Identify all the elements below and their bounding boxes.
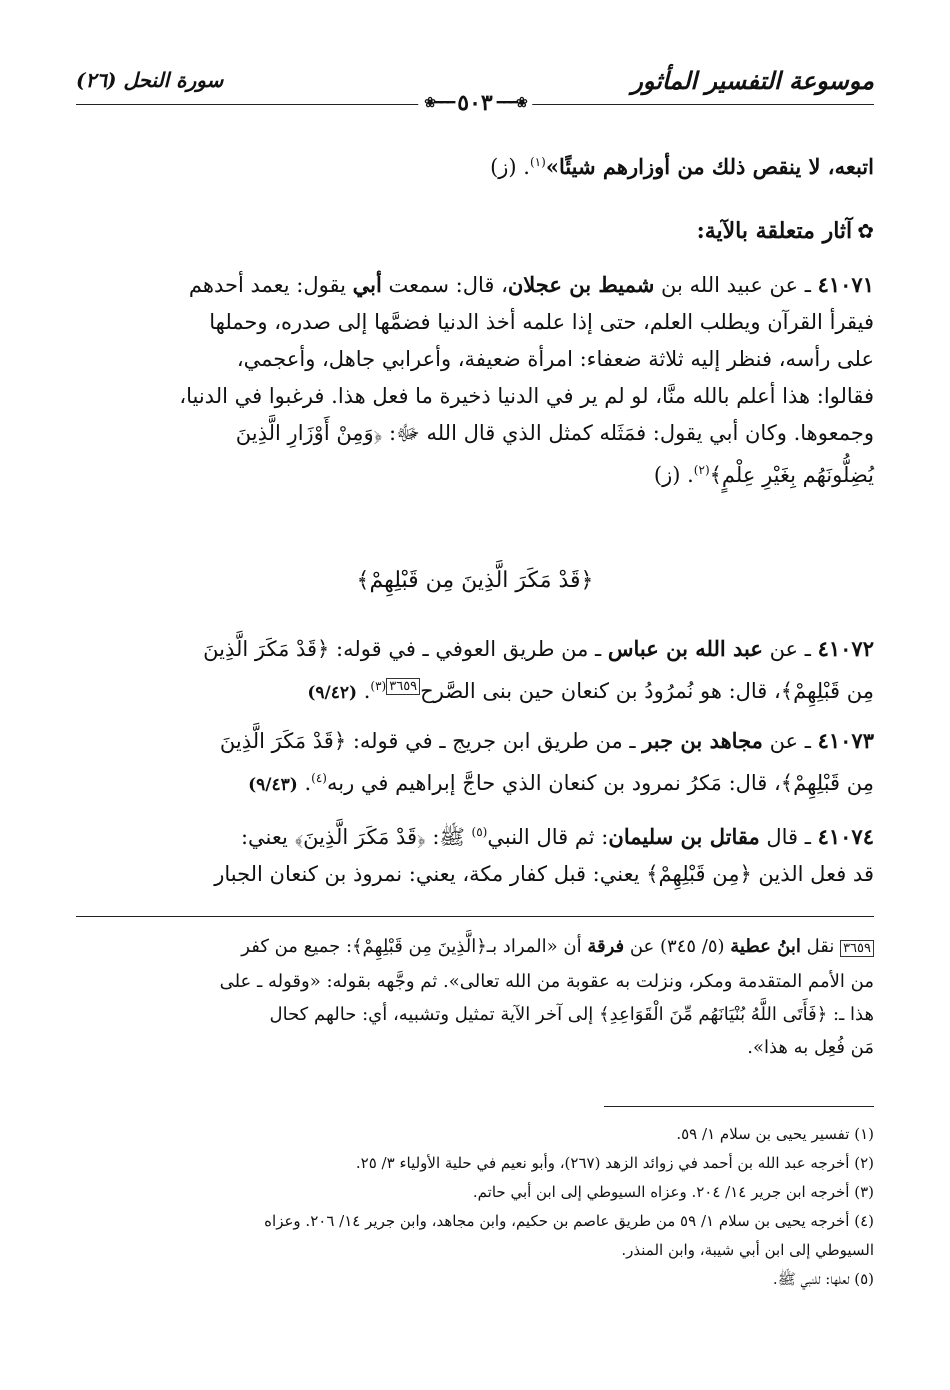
commentary-block [76,930,874,1064]
athar-text: . [357,679,371,703]
book-title: موسوعة التفسير المأثور [631,66,874,95]
commentary-rule [76,916,874,917]
footnotes [76,1120,874,1294]
athar-41074 [76,814,874,893]
athar-41071 [76,266,874,494]
athar-text: ـ من طريق العوفي ـ في قوله: ﴿قَدْ مَكَرَ الَّذِينَ [203,637,608,661]
verse-heading: ﴿قَدْ مَكَرَ الَّذِينَ مِن قَبْلِهِمْ﴾ [356,568,594,593]
scholar-name: فرقة [587,936,625,957]
commentary-text: أن «المراد بـ﴿الَّذِينَ مِن قَبْلِهِمْ﴾: جميع من كفر [241,936,588,957]
athar-text: مِن قَبْلِهِمْ﴾، قال: مَكرُ نمرود بن كنعان الذي حاجَّ إبراهيم في ربه [326,771,874,795]
surah-label: سورة النحل (٢٦) [76,68,224,92]
commentary-number-box: ٣٦٥٩ [840,940,874,957]
commentary-line: مَن فُعِل به هذا». [747,1037,874,1058]
continuation-line [76,144,874,186]
verse-quote: يُضِلُّونَهُم بِغَيْرِ عِلْمٍ﴾ [709,463,874,487]
source-mark: . (ز) [653,463,694,487]
ornament-icon: ━━━❀ [424,95,454,111]
footnote-5: (٥) لعلها: للنبي ﷺ. [772,1270,874,1288]
section-title: آثار متعلقة بالآية: [696,218,853,244]
athar-text: ـ عن [762,637,818,661]
footnote-marker: (٤) [311,771,327,785]
narrator-name: مقاتل بن سليمان [608,824,760,849]
narrator-name: شميط بن عجلان [507,272,655,297]
athar-text: : ثم قال النبي [487,825,609,849]
section-heading [76,218,874,244]
athar-text: ﷺ: ﴿قَدْ مَكَرَ الَّذِينَ﴾ يعني: [240,825,472,849]
athar-number: ٤١٠٧٢ [817,636,874,661]
athar-number: ٤١٠٧٣ [817,728,874,753]
athar-41073 [76,722,874,804]
athar-text-line: على رأسه، فنظر إليه ثلاثة ضعفاء: امرأة ضعيفة، وأعرابي جاهل، وأعجمي، [236,347,874,371]
commentary-line: هذا ـ: ﴿فَأَتَى اللَّهُ بُنْيَانَهُم مِّنَ الْقَوَاعِدِ﴾ إلى آخر الآية تمثيل وتشبيه، أي: حالهم كحال [269,1004,874,1025]
footnote-marker: (٥) [471,825,488,839]
footnote-marker: (١) [529,155,546,169]
athar-number: ٤١٠٧٤ [817,824,874,849]
athar-text-line: فقالوا: هذا أعلم بالله منَّا، لو لم ير في الدنيا ذخيرة ما فعل هذا. فرغبوا في الدنيا، [179,384,874,408]
athar-text-line: وجمعوها. وكان أبي يقول: فمَثَله كمثل الذي قال الله ﷻ: ﴿وَمِنْ أَوْزَارِ الَّذِينَ [235,421,874,445]
footnote-marker: (٢) [693,463,710,477]
athar-text: مِن قَبْلِهِمْ﴾، قال: هو نُمرُودُ بن كنعان حين بنى الصَّرح [420,679,874,703]
continuation-text: اتبعه، لا ينقص ذلك من أوزارهم شيئًا» [545,154,874,179]
footnote-marker: (٣) [370,679,387,693]
ornament-icon: ❀━━━ [496,95,526,111]
footnote-rule [604,1106,874,1107]
athar-text: ، قال: سمعت [381,273,508,297]
footnote-3: (٣) أخرجه ابن جرير ١٤/ ٢٠٤. وعزاه السيوطي إلى ابن أبي حاتم. [472,1183,874,1201]
athar-text: يقول: يعمد أحدهم [188,273,353,297]
athar-text: . [297,771,312,795]
scholar-name: ابنُ عطية [730,936,801,957]
page-header [76,62,874,118]
flower-icon: ✿ [857,219,874,243]
athar-text: ـ من طريق ابن جريج ـ في قوله: ﴿قَدْ مَكَرَ الَّذِينَ [219,729,643,753]
narrator-name: أبي [352,272,382,297]
page-number-ornament [418,90,532,116]
athar-text: ـ عن عبيد الله بن [654,273,818,297]
source-mark: . (ز) [490,155,530,179]
footnote-4-cont: السيوطي إلى ابن أبي شيبة، وابن المنذر. [621,1241,874,1259]
athar-text-line: قد فعل الذين ﴿مِن قَبْلِهِمْ﴾ يعني: قبل كفار مكة، يعني: نمروذ بن كنعان الجبار [214,862,874,886]
athar-text: ـ قال [759,825,818,849]
commentary-ref-box: ٣٦٥٩ [386,678,420,695]
athar-text-line: فيقرأ القرآن ويطلب العلم، حتى إذا علمه أخذ الدنيا فضمَّها إلى صدره، وحملها [209,310,874,334]
athar-text: ـ عن [762,729,818,753]
athar-41072 [76,630,874,712]
volume-ref: (٩/٤٢) [307,683,358,703]
athar-number: ٤١٠٧١ [817,272,874,297]
footnote-1: (١) تفسير يحيى بن سلام ١/ ٥٩. [676,1125,874,1143]
footnote-4: (٤) أخرجه يحيى بن سلام ١/ ٥٩ من طريق عاصم بن حكيم، وابن مجاهد، وابن جرير ١٤/ ٢٠٦. وعزاه [264,1212,874,1230]
narrator-name: عبد الله بن عباس [607,636,763,661]
page-number: ٥٠٣ [457,90,493,116]
commentary-text: (٥/ ٣٤٥) عن [624,936,731,957]
narrator-name: مجاهد بن جبر [642,728,763,753]
commentary-text: نقل [800,936,841,957]
commentary-line: من الأمم المتقدمة ومكر، ونزلت به عقوبة من الله تعالى». ثم وجَّهه بقوله: «وقوله ـ على [219,971,874,992]
footnote-2: (٢) أخرجه عبد الله بن أحمد في زوائد الزهد (٢٦٧)، وأبو نعيم في حلية الأولياء ٣/ ٢٥. [355,1154,874,1172]
volume-ref: (٩/٤٣) [248,775,298,795]
